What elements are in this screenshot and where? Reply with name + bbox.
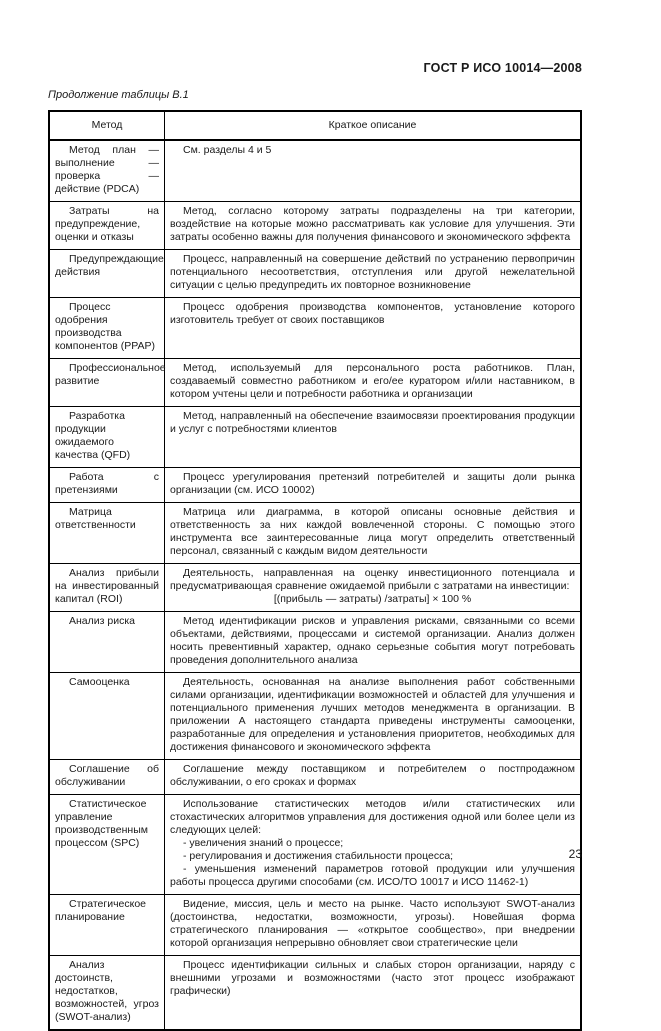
method-name: Анализ риска	[69, 615, 135, 627]
table-row	[49, 407, 581, 468]
method-name: Работа с претензиями	[55, 471, 159, 496]
description-cell	[165, 612, 582, 673]
description-paragraph: Процесс идентификации сильных и слабых сторон организации, наряду с внешними угрозами и возможностями (часто этот процесс изображают графически)	[170, 959, 575, 997]
description-paragraph: - уменьшения изменений параметров готовой продукции или улучшения работы процесса другими способами (см. ИСО/ТО 10017 и ИСО 11462-1)	[170, 863, 575, 888]
table-row	[49, 468, 581, 503]
method-name: Соглашение об обслуживании	[55, 763, 159, 788]
method-cell	[49, 612, 165, 673]
method-cell	[49, 140, 165, 202]
method-cell	[49, 564, 165, 612]
table-row	[49, 140, 581, 202]
description-cell	[165, 468, 582, 503]
table-body	[49, 140, 581, 1030]
column-header-method: Метод	[49, 111, 165, 140]
method-cell	[49, 673, 165, 760]
description-cell	[165, 250, 582, 298]
method-name: Стратегическое планирование	[55, 898, 147, 923]
method-name: Анализ достоинств, недостатков, возможностей, угроз (SWOT-анализ)	[55, 959, 159, 1023]
description-paragraph: Использование статистических методов и/или статистических или стохастических алгоритмов управления для достижения одной или более цели из следующих целей:	[170, 798, 575, 836]
description-paragraph: Деятельность, направленная на оценку инвестиционного потенциала и предусматривающая сравнение ожидаемой прибыли с затратами на инвестиции:	[170, 567, 575, 592]
method-cell	[49, 956, 165, 1031]
description-paragraph: [(прибыль — затраты) /затраты] × 100 %	[273, 593, 472, 605]
description-paragraph: Процесс одобрения производства компонентов, установление которого изготовитель требует от своих поставщиков	[170, 301, 575, 326]
method-name: Предупреждающие действия	[55, 253, 164, 278]
method-cell	[49, 760, 165, 795]
table-row	[49, 359, 581, 407]
description-paragraph: Процесс, направленный на совершение действий по устранению первопричин потенциального несоответствия, отступления или другой нежелательной ситуации с целью предупредить их повторное возникновение	[170, 253, 575, 291]
description-paragraph: Процесс урегулирования претензий потребителей и защиты доли рынка организации (см. ИСО 10002)	[170, 471, 575, 496]
page-number: 23	[568, 847, 582, 861]
description-cell	[165, 795, 582, 895]
method-cell	[49, 503, 165, 564]
description-cell	[165, 503, 582, 564]
description-cell	[165, 956, 582, 1031]
method-cell	[49, 202, 165, 250]
method-name: Анализ прибыли на инвестированный капитал (ROI)	[55, 567, 159, 605]
description-cell	[165, 673, 582, 760]
table-row	[49, 760, 581, 795]
table-row	[49, 895, 581, 956]
method-cell	[49, 407, 165, 468]
description-cell	[165, 760, 582, 795]
description-cell	[165, 202, 582, 250]
method-cell	[49, 795, 165, 895]
method-name: Разработка продукции ожидаемого качества (QFD)	[55, 410, 131, 461]
description-paragraph: Метод, согласно которому затраты подразделены на три категории, воздействие на которые можно рассматривать как условие для улучшения. Эти затраты особенно важны для получения финансового и экономического эффекта	[170, 205, 575, 243]
table-row	[49, 298, 581, 359]
description-cell	[165, 895, 582, 956]
description-paragraph: Метод, направленный на обеспечение взаимосвязи проектирования продукции и услуг с потребностями клиентов	[170, 410, 575, 435]
description-cell	[165, 140, 582, 202]
description-paragraph: Метод идентификации рисков и управления рисками, связанными со всеми объектами, действиями, процессами и системой организации. Анализ должен носить превентивный характер, однако серьезные события могут потребовать проведения дополнительного анализа	[170, 615, 575, 666]
method-name: Затраты на предупреждение, оценки и отказы	[55, 205, 159, 243]
description-paragraph: Метод, используемый для персонального роста работников. План, создаваемый совместно работником и его/ее куратором и/или наставником, в котором учтены цели и потребности работника и организации	[170, 362, 575, 400]
description-paragraph: - увеличения знаний о процессе;	[183, 837, 344, 849]
description-paragraph: Соглашение между поставщиком и потребителем о постпродажном обслуживании, о его сроках и формах	[170, 763, 575, 788]
table-row	[49, 795, 581, 895]
method-cell	[49, 250, 165, 298]
column-header-description: Краткое описание	[165, 111, 582, 140]
method-cell	[49, 468, 165, 503]
method-cell	[49, 895, 165, 956]
table-row	[49, 612, 581, 673]
methods-table	[48, 110, 582, 1031]
method-cell	[49, 359, 165, 407]
method-name: Метод план — выполнение — проверка — действие (PDCA)	[55, 144, 159, 195]
table-header-row	[49, 111, 581, 140]
table-row	[49, 673, 581, 760]
table-row	[49, 956, 581, 1031]
table-row	[49, 503, 581, 564]
description-paragraph: Матрица или диаграмма, в которой описаны основные действия и ответственность за них каждой вовлеченной стороны. С помощью этого инструмента все заинтересованные лица могут определить ответственный персонал, связанный с каждым видом деятельности	[170, 506, 575, 557]
table-caption: Продолжение таблицы В.1	[48, 89, 189, 101]
method-name: Профессиональное развитие	[55, 362, 166, 387]
document-header: ГОСТ Р ИСО 10014—2008	[423, 61, 582, 75]
method-name: Матрица ответственности	[55, 506, 136, 531]
description-paragraph: См. разделы 4 и 5	[183, 144, 272, 156]
method-name: Самооценка	[69, 676, 130, 688]
method-cell	[49, 298, 165, 359]
description-cell	[165, 359, 582, 407]
description-paragraph: Видение, миссия, цель и место на рынке. Часто используют SWOT-анализ (достоинства, недостатки, возможности, угрозы). Новейшая форма стратегического планирования — «открытое сообщество», при внедрении которой организация непрерывно обновляет свои стратегические цели	[170, 898, 575, 949]
table-row	[49, 564, 581, 612]
description-cell	[165, 564, 582, 612]
method-name: Процесс одобрения производства компонентов (PPAP)	[55, 301, 155, 352]
description-paragraph: Деятельность, основанная на анализе выполнения работ собственными силами организации, идентификации возможностей и областей для улучшения и потенциального применения лучших методов менеджмента в организации. В приложении А настоящего стандарта приведены инструменты самооценки, разработанные для определения и установления приоритетов, необходимых для достижения финансового и экономического эффекта	[170, 676, 575, 753]
description-paragraph: - регулирования и достижения стабильности процесса;	[183, 850, 454, 862]
method-name: Статистическое управление производственным процессом (SPC)	[55, 798, 148, 849]
description-cell	[165, 298, 582, 359]
table-row	[49, 202, 581, 250]
table-row	[49, 250, 581, 298]
description-cell	[165, 407, 582, 468]
